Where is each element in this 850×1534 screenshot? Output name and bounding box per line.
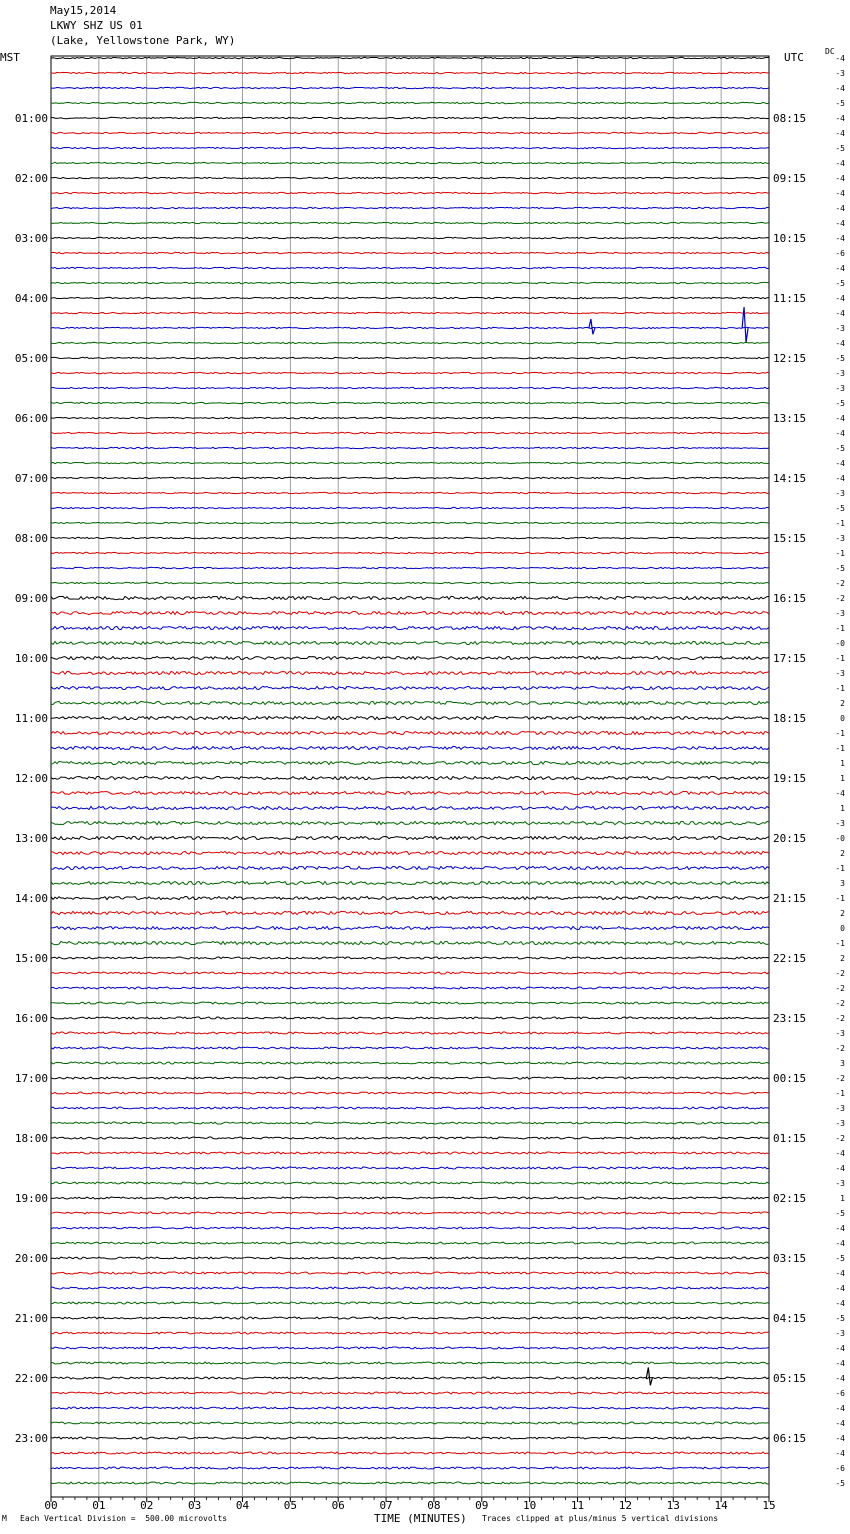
trace-line [51, 1482, 769, 1484]
trace-line [51, 1422, 769, 1424]
trace-line [51, 911, 769, 914]
dc-offset-label: -4 [835, 1149, 845, 1158]
x-tick-label: 01 [92, 1499, 106, 1512]
left-hour-label: 20:00 [14, 1252, 48, 1265]
x-tick-label: 13 [666, 1499, 680, 1512]
trace-line [51, 761, 769, 764]
trace-line [51, 117, 769, 118]
right-hour-label: 09:15 [773, 172, 807, 185]
trace-event [589, 319, 595, 334]
x-axis-title: TIME (MINUTES) [374, 1512, 467, 1525]
plot-date: May15,2014 [50, 4, 117, 17]
x-tick-label: 12 [618, 1499, 633, 1512]
trace-line [51, 417, 769, 418]
right-hour-label: 23:15 [773, 1012, 807, 1025]
trace-line [51, 896, 769, 899]
left-hour-label: 07:00 [14, 472, 48, 485]
dc-offset-label: -1 [835, 894, 845, 903]
dc-offset-label: 0 [840, 924, 845, 933]
trace-line [51, 1392, 769, 1394]
dc-offset-label: -3 [835, 369, 845, 378]
right-hour-label: 19:15 [773, 772, 807, 785]
x-tick-label: 03 [187, 1499, 202, 1512]
dc-offset-label: -1 [835, 744, 845, 753]
left-hour-label: 18:00 [14, 1132, 48, 1145]
x-tick-label: 09 [475, 1499, 489, 1512]
trace-line [51, 806, 769, 809]
dc-offset-label: -4 [835, 1344, 845, 1353]
dc-offset-label: -4 [835, 339, 845, 348]
dc-offset-label: -4 [835, 1419, 845, 1428]
trace-line [51, 357, 769, 358]
trace-line [51, 1272, 769, 1274]
dc-offset-label: -4 [835, 234, 845, 243]
trace-line [51, 987, 769, 989]
left-hour-label: 14:00 [14, 892, 48, 905]
dc-offset-label: 2 [840, 909, 845, 918]
left-hour-label: 08:00 [14, 532, 48, 545]
trace-line [51, 162, 769, 163]
dc-offset-label: -1 [835, 624, 845, 633]
dc-offset-label: -5 [835, 144, 845, 153]
trace-line [51, 522, 769, 523]
trace-line [51, 1437, 769, 1439]
dc-offset-label: -2 [835, 1074, 845, 1083]
dc-offset-label: -5 [835, 504, 845, 513]
left-hour-label: 15:00 [14, 952, 48, 965]
dc-offset-label: 1 [840, 804, 845, 813]
trace-line [51, 132, 769, 133]
trace-line [51, 957, 769, 959]
dc-offset-label: -1 [835, 939, 845, 948]
trace-line [51, 1152, 769, 1154]
left-hour-label: 06:00 [14, 412, 48, 425]
dc-offset-label: -4 [835, 204, 845, 213]
trace-line [51, 1017, 769, 1019]
trace-line [51, 447, 769, 448]
trace-line [51, 1197, 769, 1199]
dc-offset-label: -2 [835, 999, 845, 1008]
dc-offset-label: -4 [835, 84, 845, 93]
dc-offset-label: -4 [835, 1269, 845, 1278]
right-hour-label: 22:15 [773, 952, 807, 965]
dc-offset-label: -6 [835, 249, 845, 258]
corner-mark: M [2, 1514, 7, 1523]
dc-offset-label: -3 [835, 819, 845, 828]
dc-offset-label: -5 [835, 1209, 845, 1218]
dc-offset-label: -4 [835, 1164, 845, 1173]
dc-offset-label: -2 [835, 1014, 845, 1023]
right-hour-label: 14:15 [773, 472, 807, 485]
trace-line [51, 402, 769, 403]
x-tick-label: 08 [427, 1499, 441, 1512]
trace-line [51, 746, 769, 749]
dc-offset-label: -1 [835, 684, 845, 693]
dc-offset-label: -4 [835, 54, 845, 63]
left-hour-label: 02:00 [14, 172, 48, 185]
dc-offset-label: -4 [835, 1224, 845, 1233]
right-hour-label: 03:15 [773, 1252, 807, 1265]
trace-line [51, 1092, 769, 1094]
right-hour-label: 05:15 [773, 1372, 807, 1385]
dc-offset-label: -3 [835, 69, 845, 78]
dc-offset-label: -3 [835, 534, 845, 543]
dc-offset-label: 3 [840, 1059, 845, 1068]
dc-offset-label: -4 [835, 309, 845, 318]
dc-offset-label: -5 [835, 1254, 845, 1263]
dc-offset-label: -2 [835, 984, 845, 993]
dc-offset-label: -3 [835, 1329, 845, 1338]
dc-offset-label: -4 [835, 189, 845, 198]
dc-offset-label: 2 [840, 954, 845, 963]
dc-offset-label: -1 [835, 864, 845, 873]
dc-offset-label: -4 [835, 1284, 845, 1293]
trace-line [51, 731, 769, 734]
dc-offset-label: -5 [835, 444, 845, 453]
trace-line [51, 432, 769, 433]
dc-offset-label: -4 [835, 1374, 845, 1383]
trace-line [51, 267, 769, 268]
dc-offset-label: -3 [835, 1029, 845, 1038]
x-tick-label: 07 [379, 1499, 393, 1512]
dc-offset-label: 2 [840, 849, 845, 858]
left-hour-label: 19:00 [14, 1192, 48, 1205]
dc-offset-label: -5 [835, 399, 845, 408]
left-hour-label: 05:00 [14, 352, 48, 365]
dc-offset-label: -1 [835, 549, 845, 558]
trace-line [51, 492, 769, 493]
right-hour-label: 02:15 [773, 1192, 807, 1205]
right-hour-label: 10:15 [773, 232, 807, 245]
trace-line [51, 776, 769, 779]
x-tick-label: 05 [283, 1499, 297, 1512]
left-hour-label: 17:00 [14, 1072, 48, 1085]
trace-line [51, 1122, 769, 1124]
trace-line [51, 791, 769, 794]
dc-offset-label: -4 [835, 1449, 845, 1458]
trace-line [51, 147, 769, 148]
dc-offset-label: -4 [835, 129, 845, 138]
right-hour-label: 15:15 [773, 532, 807, 545]
dc-offset-label: -3 [835, 1104, 845, 1113]
trace-line [51, 1002, 769, 1004]
trace-line [51, 1062, 769, 1064]
dc-offset-label: -2 [835, 1134, 845, 1143]
dc-offset-label: 3 [840, 879, 845, 888]
dc-offset-label: -4 [835, 264, 845, 273]
x-tick-label: 14 [714, 1499, 728, 1512]
x-tick-label: 10 [523, 1499, 537, 1512]
left-hour-label: 11:00 [14, 712, 48, 725]
dc-offset-label: -4 [835, 1404, 845, 1413]
dc-offset-label: -5 [835, 1479, 845, 1488]
trace-line [51, 252, 769, 253]
trace-line [51, 477, 769, 478]
station-name: LKWY SHZ US 01 [50, 19, 143, 32]
trace-line [51, 1317, 769, 1319]
trace-line [51, 1257, 769, 1259]
trace-line [51, 237, 769, 238]
dc-offset-label: -4 [835, 429, 845, 438]
right-hour-label: 11:15 [773, 292, 807, 305]
left-hour-label: 04:00 [14, 292, 48, 305]
trace-line [51, 1287, 769, 1289]
trace-line [51, 567, 769, 568]
trace-line [51, 297, 769, 298]
trace-line [51, 462, 769, 463]
trace-line [51, 177, 769, 178]
trace-line [51, 372, 769, 373]
dc-offset-label: -5 [835, 354, 845, 363]
trace-line [51, 641, 769, 644]
trace-line [51, 507, 769, 508]
dc-offset-label: -4 [835, 1434, 845, 1443]
trace-line [51, 596, 769, 599]
right-hour-label: 12:15 [773, 352, 807, 365]
dc-offset-label: -4 [835, 174, 845, 183]
trace-line [51, 1332, 769, 1334]
trace-line [51, 701, 769, 704]
right-hour-label: 01:15 [773, 1132, 807, 1145]
trace-line [51, 686, 769, 689]
trace-line [51, 851, 769, 854]
right-hour-label: 20:15 [773, 832, 807, 845]
left-hour-label: 01:00 [14, 112, 48, 125]
right-hour-label: 00:15 [773, 1072, 807, 1085]
dc-offset-label: 1 [840, 774, 845, 783]
left-timezone-label: MST [0, 51, 20, 64]
trace-line [51, 387, 769, 388]
trace-event [646, 1368, 652, 1386]
x-tick-label: 06 [331, 1499, 345, 1512]
x-tick-label: 04 [235, 1499, 250, 1512]
dc-offset-label: -4 [835, 159, 845, 168]
dc-offset-label: -5 [835, 564, 845, 573]
dc-offset-label: -5 [835, 279, 845, 288]
dc-offset-label: -1 [835, 654, 845, 663]
dc-offset-label: -6 [835, 1389, 845, 1398]
trace-line [51, 1452, 769, 1454]
trace-line [51, 926, 769, 929]
right-hour-label: 17:15 [773, 652, 807, 665]
left-hour-label: 23:00 [14, 1432, 48, 1445]
x-tick-label: 11 [570, 1499, 585, 1512]
dc-offset-label: -3 [835, 384, 845, 393]
trace-line [51, 1362, 769, 1364]
trace-line [51, 102, 769, 103]
left-hour-label: 10:00 [14, 652, 48, 665]
trace-line [51, 552, 769, 553]
trace-line [51, 1137, 769, 1139]
trace-line [51, 1077, 769, 1079]
trace-line [51, 821, 769, 824]
trace-line [51, 87, 769, 88]
trace-line [51, 1107, 769, 1109]
dc-offset-label: -2 [835, 594, 845, 603]
left-hour-label: 21:00 [14, 1312, 48, 1325]
dc-offset-label: -0 [835, 639, 845, 648]
plot-frame [51, 56, 769, 1497]
dc-offset-label: -3 [835, 1179, 845, 1188]
scale-note: Each Vertical Division = 500.00 microvolts [20, 1514, 228, 1523]
trace-line [51, 671, 769, 674]
dc-offset-label: -5 [835, 1314, 845, 1323]
trace-line [51, 1302, 769, 1304]
station-location: (Lake, Yellowstone Park, WY) [50, 34, 236, 47]
dc-offset-label: -4 [835, 1299, 845, 1308]
trace-line [51, 57, 769, 58]
right-hour-label: 06:15 [773, 1432, 807, 1445]
left-hour-label: 03:00 [14, 232, 48, 245]
right-hour-label: 21:15 [773, 892, 807, 905]
trace-line [51, 582, 769, 583]
trace-line [51, 972, 769, 974]
right-hour-label: 04:15 [773, 1312, 807, 1325]
x-tick-label: 02 [140, 1499, 154, 1512]
trace-line [51, 836, 769, 839]
dc-offset-label: -2 [835, 579, 845, 588]
trace-line [51, 626, 769, 629]
trace-line [51, 611, 769, 614]
trace-line [51, 1227, 769, 1229]
left-hour-label: 22:00 [14, 1372, 48, 1385]
trace-line [51, 327, 769, 328]
dc-offset-label: -4 [835, 1359, 845, 1368]
dc-offset-label: -3 [835, 324, 845, 333]
trace-line [51, 1212, 769, 1214]
dc-offset-label: -4 [835, 789, 845, 798]
dc-offset-label: -1 [835, 519, 845, 528]
trace-line [51, 222, 769, 223]
dc-offset-label: 1 [840, 1194, 845, 1203]
right-timezone-label: UTC [784, 51, 804, 64]
trace-line [51, 207, 769, 208]
trace-line [51, 1047, 769, 1049]
trace-line [51, 1032, 769, 1034]
clip-note: Traces clipped at plus/minus 5 vertical divisions [482, 1514, 719, 1523]
trace-line [51, 1347, 769, 1349]
dc-offset-label: -6 [835, 1464, 845, 1473]
dc-offset-label: 0 [840, 714, 845, 723]
dc-offset-label: -3 [835, 609, 845, 618]
dc-offset-label: -3 [835, 489, 845, 498]
dc-offset-label: -1 [835, 1089, 845, 1098]
dc-label: DC [825, 47, 835, 56]
trace-line [51, 941, 769, 944]
dc-offset-label: -5 [835, 99, 845, 108]
trace-line [51, 537, 769, 538]
dc-offset-label: 1 [840, 759, 845, 768]
dc-offset-label: -4 [835, 414, 845, 423]
trace-line [51, 1467, 769, 1469]
right-hour-label: 16:15 [773, 592, 807, 605]
right-hour-label: 08:15 [773, 112, 807, 125]
dc-offset-label: -3 [835, 669, 845, 678]
trace-line [51, 1377, 769, 1379]
trace-line [51, 866, 769, 869]
dc-offset-label: -1 [835, 729, 845, 738]
left-hour-label: 13:00 [14, 832, 48, 845]
left-hour-label: 16:00 [14, 1012, 48, 1025]
left-hour-label: 09:00 [14, 592, 48, 605]
dc-offset-label: -4 [835, 219, 845, 228]
dc-offset-label: -3 [835, 1119, 845, 1128]
x-tick-label: 15 [762, 1499, 776, 1512]
trace-line [51, 282, 769, 283]
trace-line [51, 1242, 769, 1244]
dc-offset-label: -4 [835, 1239, 845, 1248]
right-hour-label: 13:15 [773, 412, 807, 425]
dc-offset-label: -4 [835, 114, 845, 123]
dc-offset-label: 2 [840, 699, 845, 708]
x-tick-label: 00 [44, 1499, 58, 1512]
right-hour-label: 18:15 [773, 712, 807, 725]
trace-line [51, 342, 769, 343]
dc-offset-label: -0 [835, 834, 845, 843]
trace-line [51, 716, 769, 719]
left-hour-label: 12:00 [14, 772, 48, 785]
trace-line [51, 72, 769, 73]
trace-line [51, 881, 769, 884]
dc-offset-label: -4 [835, 459, 845, 468]
trace-line [51, 1167, 769, 1169]
trace-line [51, 1182, 769, 1184]
trace-line [51, 656, 769, 659]
dc-offset-label: -2 [835, 969, 845, 978]
trace-line [51, 1407, 769, 1409]
dc-offset-label: -4 [835, 294, 845, 303]
dc-offset-label: -4 [835, 474, 845, 483]
trace-line [51, 192, 769, 193]
dc-offset-label: -2 [835, 1044, 845, 1053]
trace-line [51, 312, 769, 313]
